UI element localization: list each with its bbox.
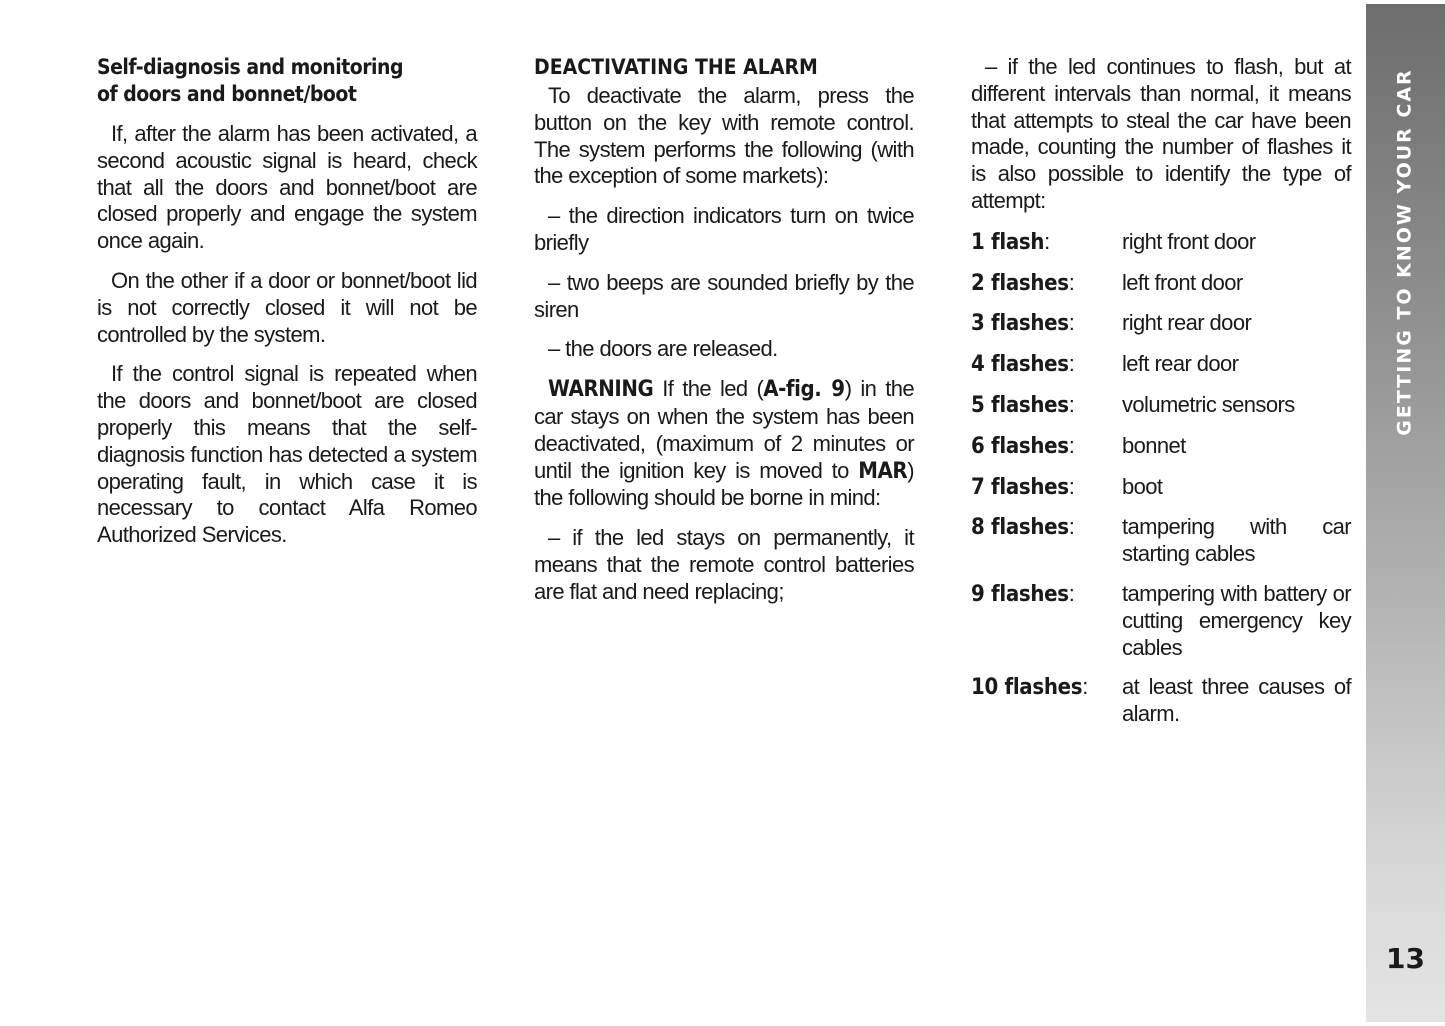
flash-count-label: 10 flashes bbox=[971, 675, 1083, 701]
flash-count-label: 2 flashes bbox=[971, 270, 1069, 296]
flash-code-table bbox=[971, 229, 1351, 728]
chapter-title-text: GETTING TO KNOW YOUR CAR bbox=[1394, 68, 1416, 436]
paragraph: On the other if a door or bonnet/boot lid is not correctly closed it will not be controlled by the system. bbox=[97, 267, 477, 347]
flash-count: 3 flashes: bbox=[971, 310, 1075, 337]
warning-text: ) the following should be borne in mind: bbox=[534, 457, 914, 511]
flash-code-row bbox=[971, 310, 1351, 338]
flash-count: 10 flashes: bbox=[971, 674, 1088, 701]
flash-code-row bbox=[971, 351, 1351, 379]
heading-line-2: of doors and bonnet/boot bbox=[97, 82, 357, 106]
section-heading-deactivating: DEACTIVATING THE ALARM bbox=[534, 55, 818, 79]
flash-count-label: 1 flash bbox=[971, 229, 1045, 255]
flash-count: 7 flashes: bbox=[971, 473, 1075, 500]
flash-meaning: left rear door bbox=[1122, 351, 1239, 377]
page-number: 13 bbox=[1386, 942, 1425, 975]
flash-meaning: right rear door bbox=[1122, 310, 1252, 336]
flash-code-row bbox=[971, 474, 1351, 502]
flash-count-label: 9 flashes bbox=[971, 581, 1069, 607]
column-flash-codes bbox=[971, 54, 1351, 741]
flash-code-row bbox=[971, 229, 1351, 257]
flash-code-row bbox=[971, 674, 1351, 728]
flash-meaning: at least three causes of alarm. bbox=[1122, 674, 1351, 727]
flash-count-label: 3 flashes bbox=[971, 311, 1069, 337]
flash-count-label: 6 flashes bbox=[971, 433, 1069, 459]
list-item: – the direction indicators turn on twice briefly bbox=[534, 203, 914, 255]
flash-meaning: left front door bbox=[1122, 269, 1243, 295]
flash-code-row bbox=[971, 392, 1351, 420]
flash-count-label: 7 flashes bbox=[971, 474, 1069, 500]
flash-meaning: right front door bbox=[1122, 228, 1256, 254]
figure-reference: A-fig. 9 bbox=[763, 377, 845, 403]
ignition-position: MAR bbox=[858, 458, 908, 484]
flash-code-row bbox=[971, 514, 1351, 568]
flash-count: 4 flashes: bbox=[971, 351, 1075, 378]
flash-count-label: 5 flashes bbox=[971, 392, 1069, 418]
flash-count: 6 flashes: bbox=[971, 432, 1075, 459]
flash-count: 5 flashes: bbox=[971, 391, 1075, 418]
paragraph: If, after the alarm has been activated, a second acoustic signal is heard, check that all the doors and bonnet/boot are closed properly and engage the system once again. bbox=[97, 121, 477, 254]
warning-text: If the led ( bbox=[653, 376, 764, 402]
heading-line-1: Self-diagnosis and monitoring bbox=[97, 55, 403, 79]
paragraph: – if the led continues to flash, but at different intervals than normal, it means that attempts to steal the car have been made, counting the number of flashes it is also possible to identify the type of attempt: bbox=[971, 54, 1351, 213]
flash-count: 9 flashes: bbox=[971, 580, 1075, 607]
flash-meaning: tampering with battery or cutting emergency key cables bbox=[1122, 580, 1351, 660]
flash-code-row bbox=[971, 433, 1351, 461]
warning-label: WARNING bbox=[548, 377, 654, 403]
flash-count: 8 flashes: bbox=[971, 514, 1075, 541]
flash-count-label: 4 flashes bbox=[971, 352, 1069, 378]
side-tab bbox=[1366, 4, 1445, 1022]
list-item: – if the led stays on permanently, it means that the remote control batteries are flat and need replacing; bbox=[534, 525, 914, 604]
flash-count: 1 flash: bbox=[971, 228, 1050, 255]
list-item: – the doors are released. bbox=[548, 336, 778, 362]
paragraph: If the control signal is repeated when the doors and bonnet/boot are closed properly this means that the self-diagnosis function has detected a system operating fault, in which case it is necessary to contact Alfa Romeo Authorized Services. bbox=[97, 361, 477, 548]
flash-code-row bbox=[971, 270, 1351, 298]
paragraph: To deactivate the alarm, press the button on the key with remote control. The system performs the following (with the exception of some markets): bbox=[534, 83, 914, 189]
flash-meaning: boot bbox=[1122, 473, 1163, 499]
list-item: – two beeps are sounded briefly by the siren bbox=[534, 269, 914, 322]
chapter-title bbox=[1390, 62, 1420, 442]
section-heading-self-diagnosis bbox=[97, 54, 477, 108]
flash-count: 2 flashes: bbox=[971, 269, 1075, 296]
column-self-diagnosis bbox=[97, 54, 477, 562]
flash-code-row bbox=[971, 581, 1351, 661]
flash-meaning: tampering with car starting cables bbox=[1122, 514, 1351, 567]
warning-paragraph bbox=[534, 376, 914, 512]
column-deactivating-alarm bbox=[534, 54, 914, 619]
warning-text: ) in the car stays on when the system has been deactivated, (maximum of 2 minutes or until the ignition key is moved to bbox=[534, 376, 914, 483]
flash-meaning: bonnet bbox=[1122, 432, 1186, 458]
flash-count-label: 8 flashes bbox=[971, 515, 1069, 541]
flash-meaning: volumetric sensors bbox=[1122, 391, 1295, 417]
